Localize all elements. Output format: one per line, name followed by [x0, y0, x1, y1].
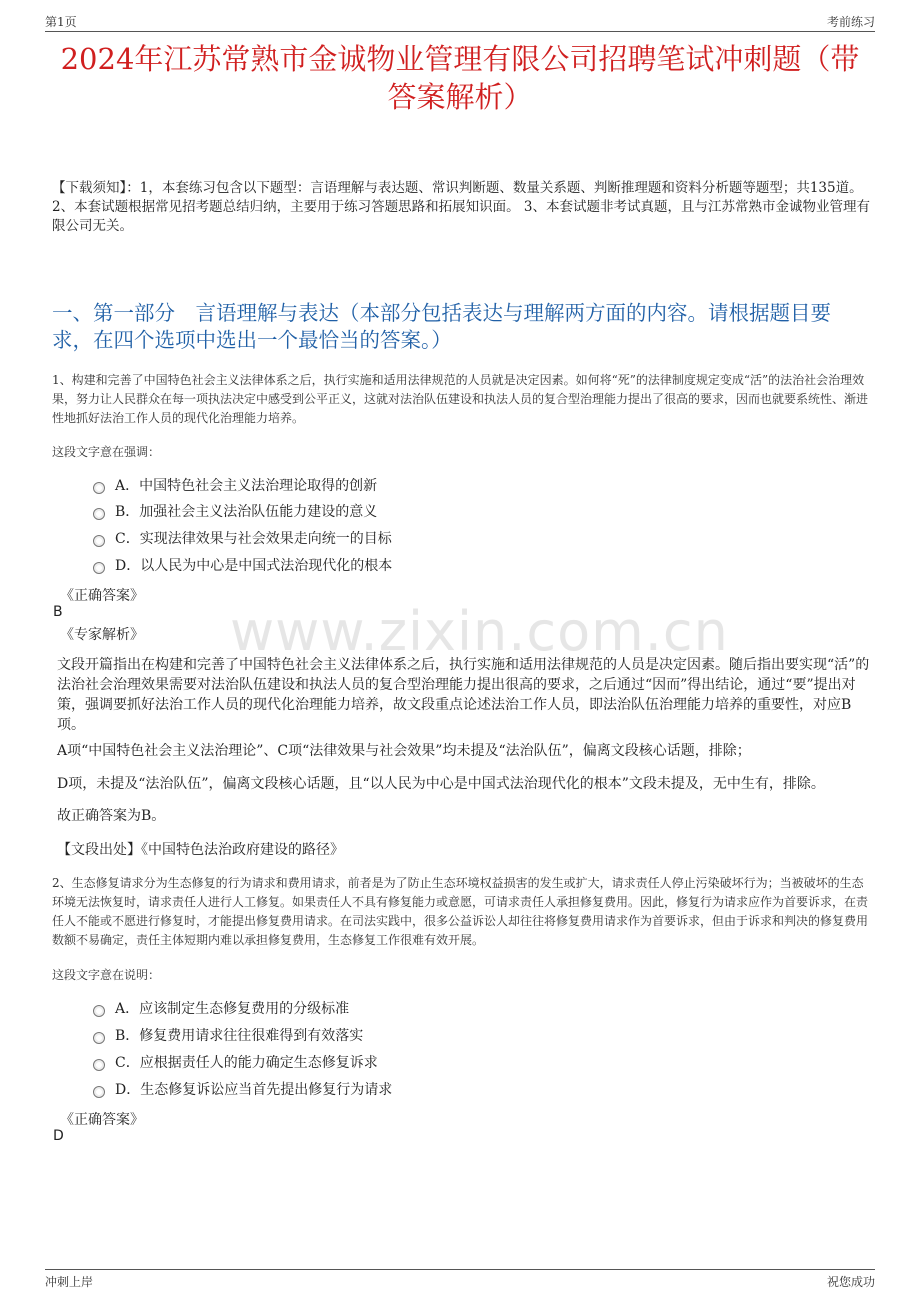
- radio-icon[interactable]: [93, 535, 105, 547]
- option-label: D．生态修复诉讼应当首先提出修复行为请求: [115, 1082, 393, 1098]
- question-2-option-a[interactable]: [93, 1000, 349, 1018]
- question-2-option-b[interactable]: [93, 1027, 363, 1045]
- answer-value: D: [53, 1128, 64, 1144]
- radio-icon[interactable]: [93, 1005, 105, 1017]
- question-1-option-b[interactable]: [93, 503, 377, 521]
- option-label: B．加强社会主义法治队伍能力建设的意义: [115, 504, 378, 520]
- question-1-text: 1、构建和完善了中国特色社会主义法律体系之后，执行实施和适用法律规范的人员就是决定因素。如何将“死”的法律制度规定变成“活”的法治社会治理效果，努力让人民群众在每一项执法决定中感受到公平正义，这就对法治队伍建设和执法人员的复合型治理能力提出了很高的要求，因而也就要系统性、渐进性地抓好法治工作人员的现代化治理能力培养。: [52, 373, 869, 425]
- option-label: C．实现法律效果与社会效果走向统一的目标: [115, 531, 392, 547]
- question-2-text: 2、生态修复请求分为生态修复的行为请求和费用请求，前者是为了防止生态环境权益损害的发生或扩大，请求责任人停止污染破坏行为；当被破坏的生态环境无法恢复时，请求责任人进行人工修复。如果责任人不具有修复能力或意愿，可请求责任人承担修复费用。因此，修复行为请求应作为首要诉求，在责任人不能或不愿进行修复时，才能提出修复费用请求。在司法实践中，很多公益诉讼人却往往将修复费用请求作为首要诉求，但由于诉求和判决的修复费用数额不易确定，责任主体短期内难以承担修复费用，生态修复工作很难有效开展。: [52, 876, 869, 947]
- footer-divider: [45, 1269, 875, 1270]
- document-title: 2024年江苏常熟市金诚物业管理有限公司招聘笔试冲刺题（带答案解析）: [60, 42, 860, 114]
- analysis-label: 《专家解析》: [60, 627, 144, 643]
- header-divider: [45, 31, 875, 32]
- radio-icon[interactable]: [93, 1032, 105, 1044]
- radio-icon[interactable]: [93, 562, 105, 574]
- question-2-prompt: 这段文字意在说明：: [52, 968, 161, 982]
- footer-right-text: 祝您成功: [826, 1275, 875, 1289]
- analysis-paragraph: 故正确答案为B。: [57, 808, 166, 824]
- answer-label: 《正确答案》: [60, 1112, 144, 1128]
- analysis-paragraph: D项，未提及“法治队伍”，偏离文段核心话题，且“以人民为中心是中国式法治现代化的根本”文段未提及，无中生有，排除。: [57, 776, 825, 792]
- option-label: C．应根据责任人的能力确定生态修复诉求: [115, 1055, 378, 1071]
- radio-icon[interactable]: [93, 508, 105, 520]
- source-citation: 【文段出处】《中国特色法治政府建设的路径》: [57, 842, 344, 858]
- question-1-option-c[interactable]: [93, 530, 392, 548]
- page-number: 第1页: [45, 15, 77, 29]
- question-1-prompt: 这段文字意在强调：: [52, 445, 161, 459]
- watermark: www.zixin.com.cn: [230, 600, 729, 663]
- header-tag: 考前练习: [826, 15, 875, 29]
- answer-value: B: [53, 604, 63, 620]
- option-label: A．应该制定生态修复费用的分级标准: [115, 1001, 350, 1017]
- question-2-option-c[interactable]: [93, 1054, 378, 1072]
- radio-icon[interactable]: [93, 1086, 105, 1098]
- analysis-paragraph: A项“中国特色社会主义法治理论”、C项“法律效果与社会效果”均未提及“法治队伍”，偏离文段核心话题，排除；: [57, 743, 751, 759]
- download-notice: 【下载须知】：1，本套练习包含以下题型：言语理解与表达题、常识判断题、数量关系题、判断推理题和资料分析题等题型；共135道。 2、本套试题根据常见招考题总结归纳，主要用于练习答题思路和拓展知识面。 3、本套试题非考试真题，且与江苏常熟市金诚物业管理有限公司无关。: [52, 180, 870, 234]
- question-2-option-d[interactable]: [93, 1081, 392, 1099]
- answer-label: 《正确答案》: [60, 588, 144, 604]
- question-1-option-d[interactable]: [93, 557, 392, 575]
- option-label: A．中国特色社会主义法治理论取得的创新: [115, 478, 378, 494]
- section-heading: 一、第一部分 言语理解与表达（本部分包括表达与理解两方面的内容。请根据题目要求，在四个选项中选出一个最恰当的答案。）: [52, 301, 831, 352]
- radio-icon[interactable]: [93, 1059, 105, 1071]
- radio-icon[interactable]: [93, 482, 105, 494]
- question-1-option-a[interactable]: [93, 477, 377, 495]
- analysis-paragraph: 文段开篇指出在构建和完善了中国特色社会主义法律体系之后，执行实施和适用法律规范的人员是决定因素。随后指出要实现“活”的法治社会治理效果需要对法治队伍建设和执法人员的复合型治理能力提出很高的要求，之后通过“因而”得出结论，通过“要”提出对策，强调要抓好法治工作人员的现代化治理能力培养，故文段重点论述法治工作人员，即法治队伍治理能力培养的重要性，对应B项。: [57, 657, 870, 733]
- footer-left-text: 冲刺上岸: [45, 1275, 94, 1289]
- option-label: D．以人民为中心是中国式法治现代化的根本: [115, 558, 393, 574]
- option-label: B．修复费用请求往往很难得到有效落实: [115, 1028, 364, 1044]
